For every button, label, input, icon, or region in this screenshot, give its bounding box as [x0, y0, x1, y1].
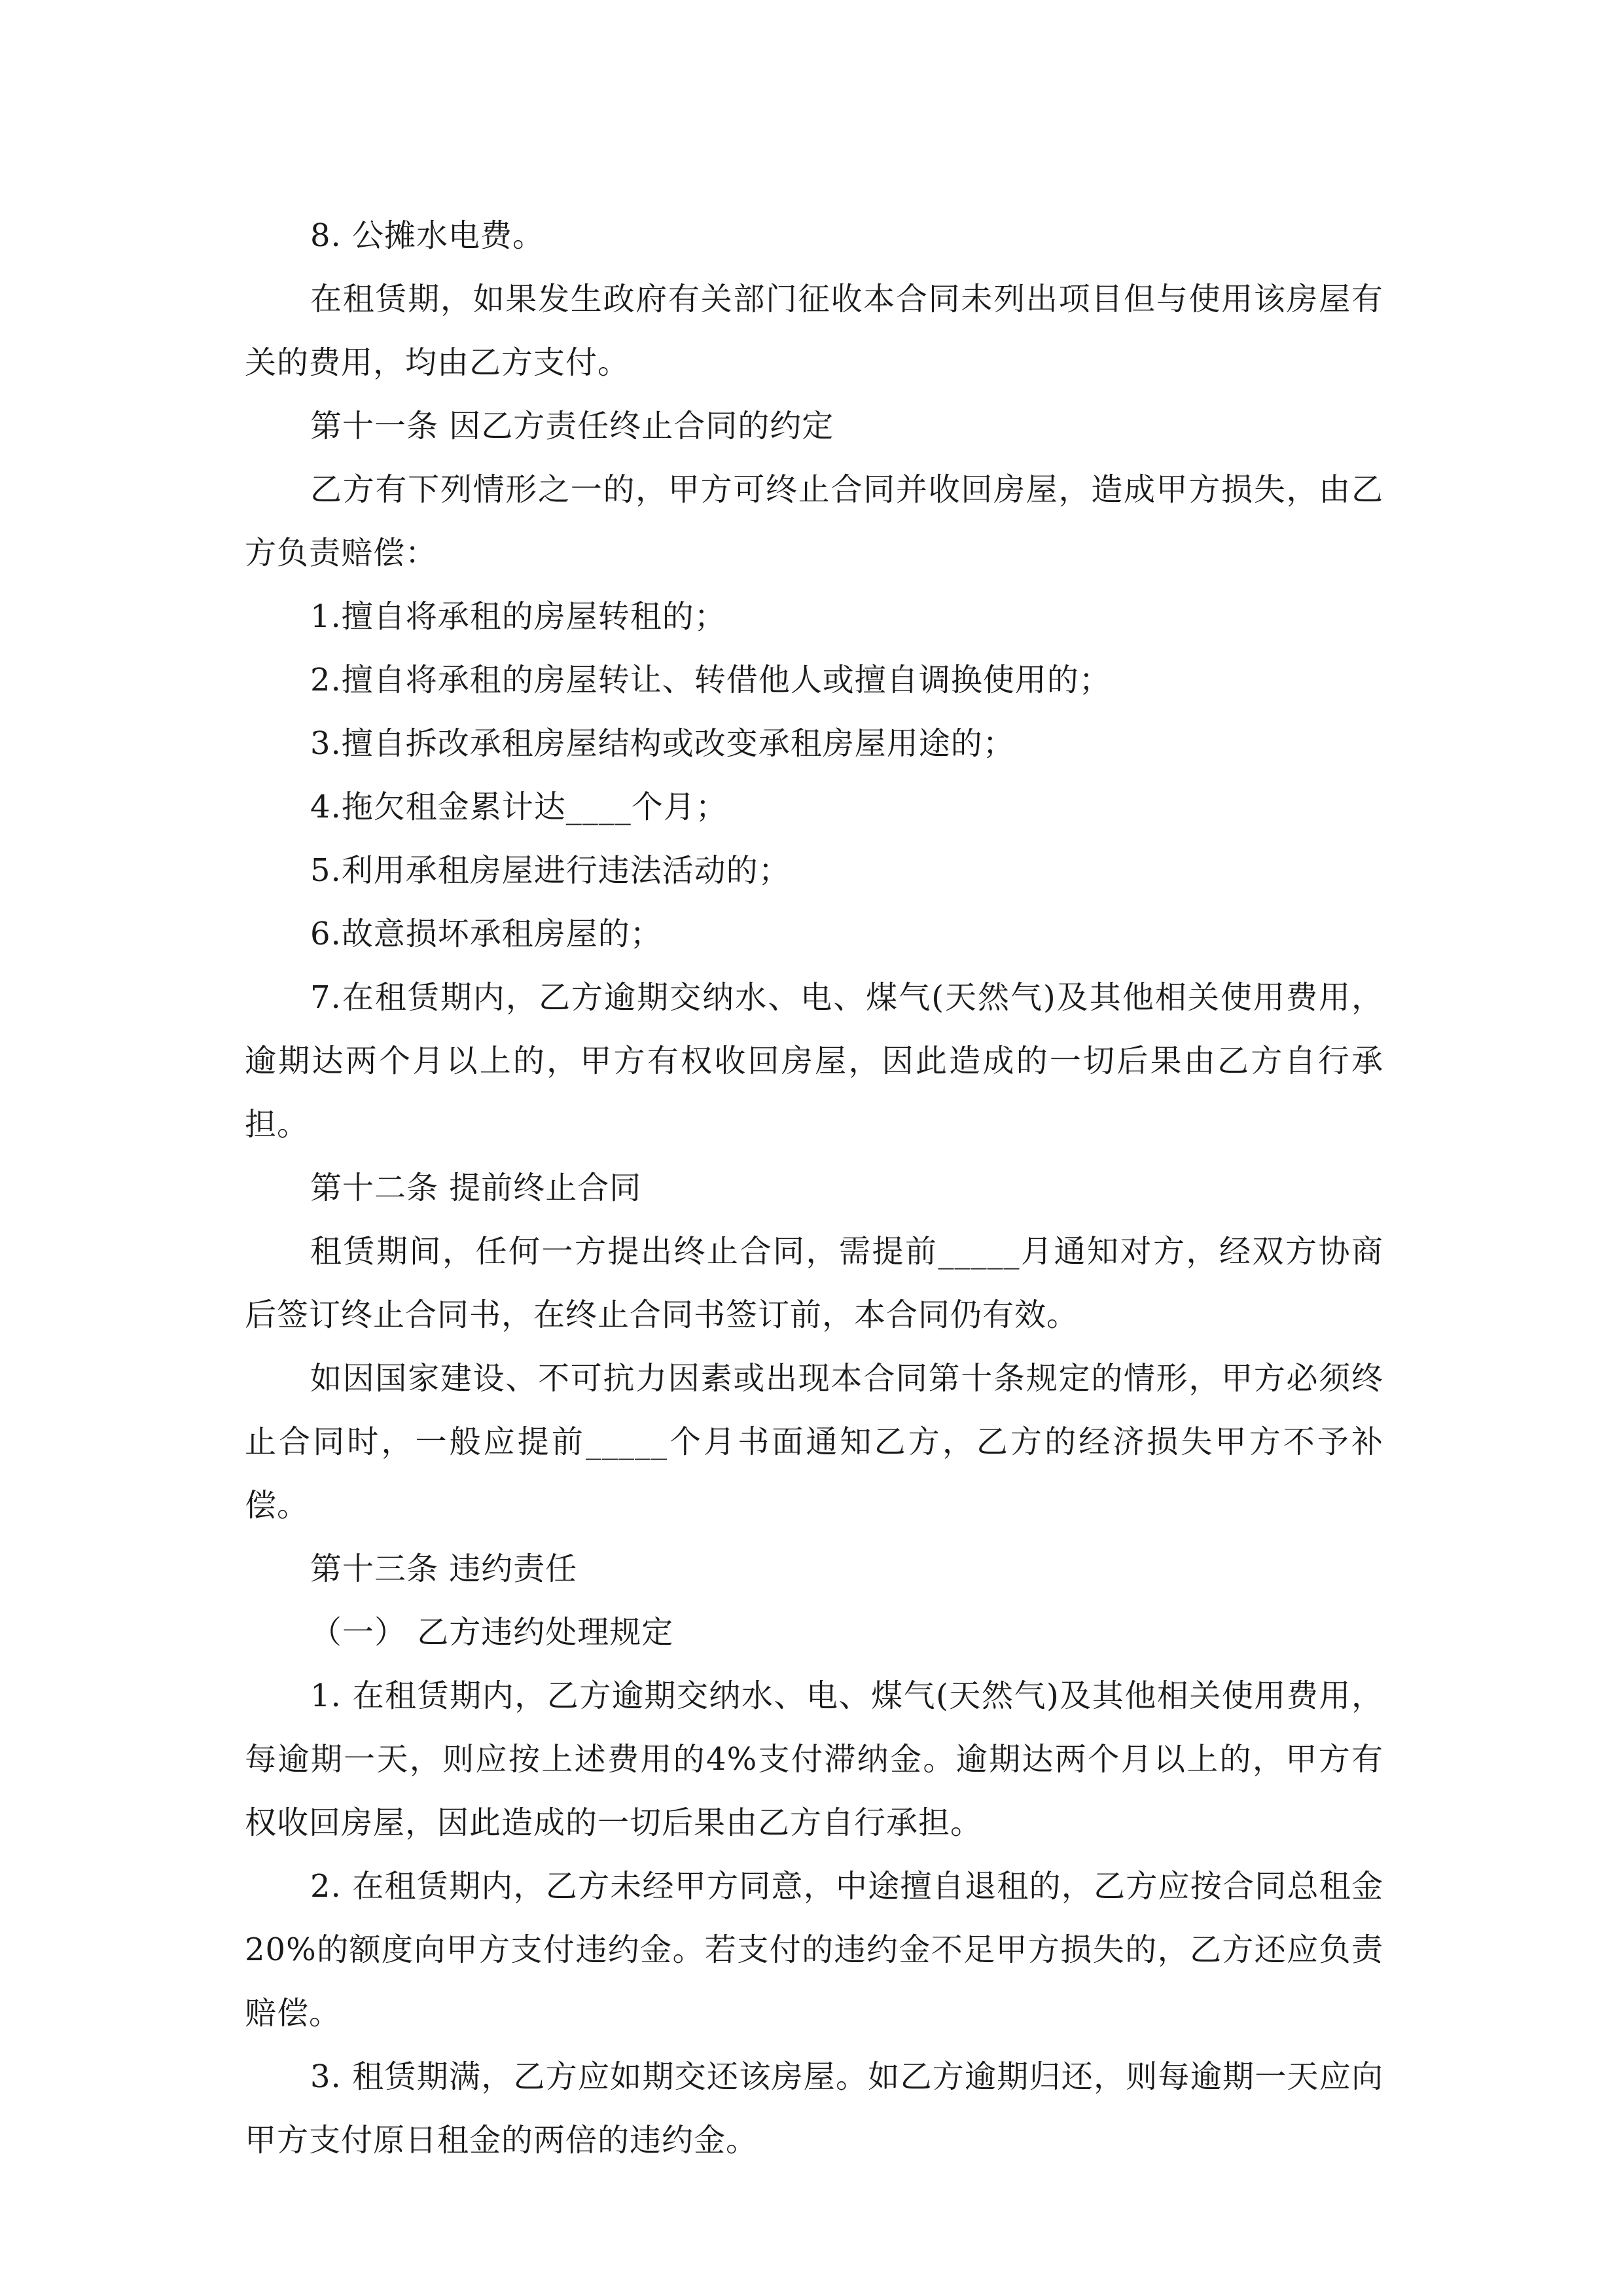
article-13-item-3: 3. 租赁期满，乙方应如期交还该房屋。如乙方逾期归还，则每逾期一天应向甲方支付原日租金的两倍的违约金。 [245, 2058, 1383, 2159]
article-13-item-1: 1. 在租赁期内，乙方逾期交纳水、电、煤气(天然气)及其他相关使用费用，每逾期一天，则应按上述费用的4%支付滞纳金。逾期达两个月以上的，甲方有权收回房屋，因此造成的一切后果由乙方自行承担。 [245, 1677, 1383, 1841]
article-11-intro: 乙方有下列情形之一的，甲方可终止合同并收回房屋，造成甲方损失，由乙方负责赔偿： [245, 471, 1383, 571]
article-11-item-7: 7.在租赁期内，乙方逾期交纳水、电、煤气(天然气)及其他相关使用费用，逾期达两个月以上的，甲方有权收回房屋，因此造成的一切后果由乙方自行承担。 [245, 979, 1383, 1143]
article-11-item-3: 3.擅自拆改承租房屋结构或改变承租房屋用途的； [310, 725, 1015, 762]
article-12-para-2: 如因国家建设、不可抗力因素或出现本合同第十条规定的情形，甲方必须终止合同时，一般应提前_____个月书面通知乙方，乙方的经济损失甲方不予补偿。 [245, 1360, 1383, 1524]
article-12-heading: 第十二条 提前终止合同 [310, 1170, 642, 1206]
article-12-para-1: 租赁期间，任何一方提出终止合同，需提前_____月通知对方，经双方协商后签订终止合同书，在终止合同书签订前，本合同仍有效。 [245, 1233, 1383, 1333]
document-body [245, 204, 1383, 2172]
article-13-heading: 第十三条 违约责任 [310, 1551, 578, 1587]
article-13-section-1-heading: （一） 乙方违约处理规定 [310, 1614, 674, 1651]
article-11-item-1: 1.擅自将承租的房屋转租的； [310, 598, 726, 635]
article-11-item-2: 2.擅自将承租的房屋转让、转借他人或擅自调换使用的； [310, 662, 1111, 698]
paragraph-tax-fees: 在租赁期，如果发生政府有关部门征收本合同未列出项目但与使用该房屋有关的费用，均由乙方支付。 [245, 281, 1383, 381]
article-11-item-6: 6.故意损坏承租房屋的； [310, 916, 662, 952]
article-13-item-2: 2. 在租赁期内，乙方未经甲方同意，中途擅自退租的，乙方应按合同总租金20%的额度向甲方支付违约金。若支付的违约金不足甲方损失的，乙方还应负责赔偿。 [245, 1868, 1383, 2032]
article-11-item-4: 4.拖欠租金累计达____个月； [310, 789, 728, 825]
article-11-item-5: 5.利用承租房屋进行违法活动的； [310, 852, 791, 889]
article-11-heading: 第十一条 因乙方责任终止合同的约定 [310, 408, 834, 444]
paragraph-item-8: 8. 公摊水电费。 [310, 217, 545, 254]
